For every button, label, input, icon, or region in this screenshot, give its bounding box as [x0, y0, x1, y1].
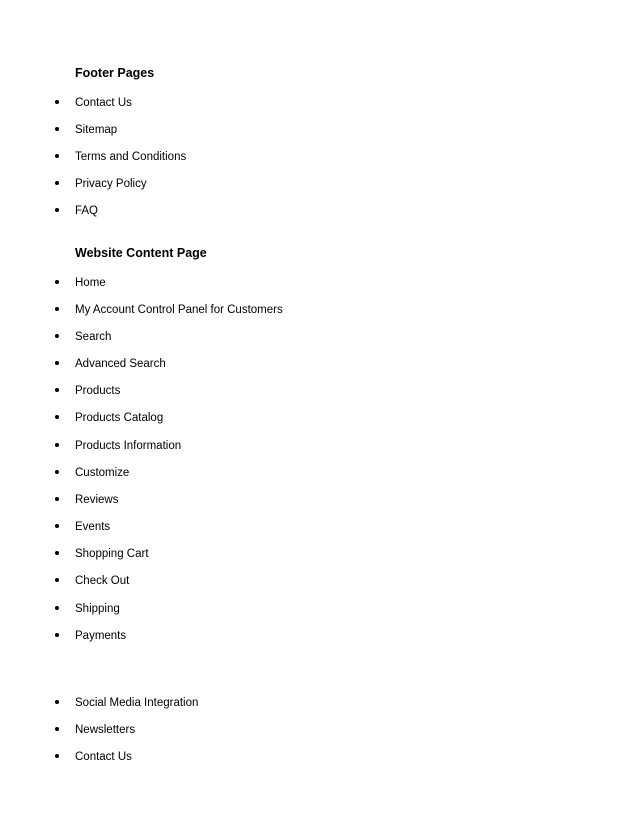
list-item-label: Shopping Cart: [75, 548, 149, 560]
bullet-icon: [55, 551, 59, 555]
list-item: [0, 303, 638, 317]
list-item: [0, 439, 638, 453]
list-item: [0, 520, 638, 534]
list-item: [0, 547, 638, 561]
list-item-label: My Account Control Panel for Customers: [75, 304, 283, 316]
list-item: [0, 750, 638, 764]
bullet-icon: [55, 388, 59, 392]
list-item-label: Contact Us: [75, 97, 132, 109]
list-item: [0, 723, 638, 737]
section-heading-footer-pages: Footer Pages: [75, 66, 155, 80]
list-item: [0, 177, 638, 191]
bullet-icon: [55, 606, 59, 610]
list-item-label: Products Catalog: [75, 412, 164, 424]
bullet-icon: [55, 497, 59, 501]
list-item: [0, 357, 638, 371]
bullet-icon: [55, 361, 59, 365]
bullet-icon: [55, 470, 59, 474]
bullet-icon: [55, 727, 59, 731]
list-item-label: Products Information: [75, 440, 182, 452]
list-item-label: Search: [75, 331, 112, 343]
bullet-icon: [55, 280, 59, 284]
list-item-label: Sitemap: [75, 124, 118, 136]
bullet-icon: [55, 334, 59, 338]
list-item: [0, 602, 638, 616]
list-item-label: Products: [75, 385, 121, 397]
list-item-label: Customize: [75, 467, 130, 479]
list-item: [0, 204, 638, 218]
list-item: [0, 696, 638, 710]
list-item-label: FAQ: [75, 205, 99, 217]
list-item: [0, 466, 638, 480]
list-item-label: Contact Us: [75, 751, 132, 763]
bullet-icon: [55, 700, 59, 704]
list-item: [0, 276, 638, 290]
list-item: [0, 411, 638, 425]
bullet-icon: [55, 181, 59, 185]
list-item-label: Social Media Integration: [75, 697, 199, 709]
section-heading-website-content-page: Website Content Page: [75, 246, 207, 260]
bullet-icon: [55, 443, 59, 447]
list-item-label: Events: [75, 521, 111, 533]
list-item: [0, 574, 638, 588]
bullet-icon: [55, 154, 59, 158]
list-item-label: Payments: [75, 630, 127, 642]
list-item-label: Shipping: [75, 603, 120, 615]
list-item-label: Terms and Conditions: [75, 151, 187, 163]
list-item: [0, 330, 638, 344]
list-item-label: Reviews: [75, 494, 119, 506]
bullet-icon: [55, 127, 59, 131]
bullet-icon: [55, 633, 59, 637]
bullet-icon: [55, 415, 59, 419]
list-item: [0, 96, 638, 110]
list-item: [0, 123, 638, 137]
bullet-icon: [55, 208, 59, 212]
list-item: [0, 629, 638, 643]
bullet-icon: [55, 754, 59, 758]
list-item-label: Check Out: [75, 575, 130, 587]
list-item-label: Advanced Search: [75, 358, 166, 370]
bullet-icon: [55, 307, 59, 311]
bullet-icon: [55, 100, 59, 104]
list-item: [0, 150, 638, 164]
list-item: [0, 384, 638, 398]
list-item-label: Privacy Policy: [75, 178, 147, 190]
list-item-label: Home: [75, 277, 106, 289]
bullet-icon: [55, 524, 59, 528]
bullet-icon: [55, 578, 59, 582]
list-item: [0, 493, 638, 507]
list-item-label: Newsletters: [75, 724, 136, 736]
